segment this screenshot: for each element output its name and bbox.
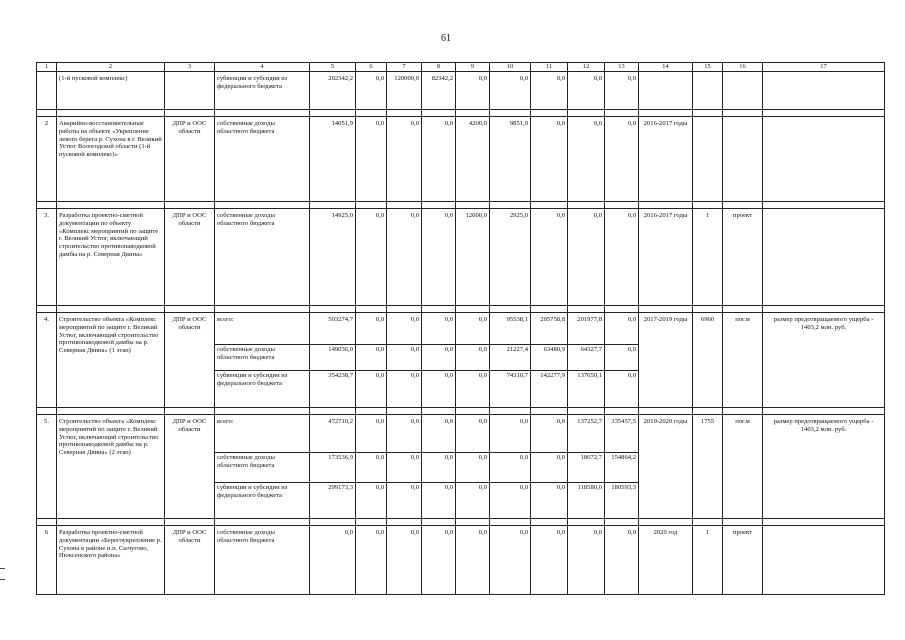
item-executor <box>165 71 215 109</box>
separator-cell <box>531 305 568 312</box>
funding-value: 142277,9 <box>531 370 568 407</box>
column-header: 8 <box>422 63 456 72</box>
margin-mark <box>0 568 5 569</box>
funding-value: 0,0 <box>422 208 456 305</box>
funding-value: 0,0 <box>568 525 605 594</box>
separator-cell <box>490 407 531 414</box>
item-executor: ДПР и ООС области <box>165 525 215 594</box>
funding-value: 0,0 <box>568 208 605 305</box>
table-row <box>37 208 885 305</box>
item-period: 2016-2017 годы <box>639 116 693 201</box>
row-separator <box>37 201 885 208</box>
funding-value: 12000,0 <box>456 208 490 305</box>
separator-cell <box>456 407 490 414</box>
funding-value: 180593,3 <box>605 482 639 518</box>
funding-value: 0,0 <box>356 116 387 201</box>
funding-source: всего: <box>215 414 310 452</box>
funding-value: 0,0 <box>422 344 456 370</box>
column-header: 4 <box>215 63 310 72</box>
item-volume: 1 <box>693 525 723 594</box>
funding-value: 0,0 <box>456 312 490 344</box>
separator-cell <box>763 407 885 414</box>
funding-source: субвенции и субсидии из федерального бюджета <box>215 482 310 518</box>
projects-table <box>36 62 885 595</box>
separator-cell <box>422 109 456 116</box>
funding-value: 0,0 <box>568 116 605 201</box>
separator-cell <box>57 201 165 208</box>
separator-cell <box>422 305 456 312</box>
separator-cell <box>693 407 723 414</box>
separator-cell <box>387 305 422 312</box>
funding-value: 0,0 <box>422 525 456 594</box>
column-header: 16 <box>723 63 763 72</box>
funding-value: 14925,0 <box>310 208 356 305</box>
separator-cell <box>356 109 387 116</box>
separator-cell <box>310 518 356 525</box>
funding-value: 0,0 <box>387 344 422 370</box>
funding-value: 4200,0 <box>456 116 490 201</box>
funding-value: 0,0 <box>356 312 387 344</box>
item-unit: пог.м <box>723 312 763 407</box>
separator-cell <box>57 305 165 312</box>
funding-value: 0,0 <box>605 344 639 370</box>
funding-value: 14051,9 <box>310 116 356 201</box>
item-name: Аварийно-восстановительные работы на объекте «Укрепление левого берега р. Сухона в г. Великий Устюг Вологодской области (1-й пусковой комплекс)» <box>57 116 165 201</box>
item-name: (1-й пусковой комплекс) <box>57 71 165 109</box>
item-volume: 1755 <box>693 414 723 518</box>
column-header: 17 <box>763 63 885 72</box>
funding-value: 9851,9 <box>490 116 531 201</box>
separator-cell <box>639 109 693 116</box>
column-header: 11 <box>531 63 568 72</box>
separator-cell <box>531 407 568 414</box>
funding-value: 21227,4 <box>490 344 531 370</box>
item-unit: проект <box>723 525 763 594</box>
separator-cell <box>57 518 165 525</box>
separator-cell <box>723 201 763 208</box>
separator-cell <box>37 109 57 116</box>
funding-value: 0,0 <box>387 370 422 407</box>
separator-cell <box>165 305 215 312</box>
table-row <box>37 414 885 452</box>
separator-cell <box>165 109 215 116</box>
funding-value: 118580,0 <box>568 482 605 518</box>
item-number: 2 <box>37 116 57 201</box>
funding-value: 0,0 <box>422 370 456 407</box>
column-header: 7 <box>387 63 422 72</box>
item-effect <box>763 116 885 201</box>
row-separator <box>37 305 885 312</box>
separator-cell <box>310 407 356 414</box>
funding-value: 472710,2 <box>310 414 356 452</box>
separator-cell <box>490 518 531 525</box>
funding-value: 0,0 <box>531 452 568 482</box>
separator-cell <box>37 518 57 525</box>
funding-value: 74310,7 <box>490 370 531 407</box>
table-row <box>37 525 885 594</box>
funding-value: 0,0 <box>422 116 456 201</box>
item-name: Строительство объекта «Комплекс мероприятий по защите г. Великий Устюг, включающий строительство противопаводковой дамбы на р. Северная Двина» (1 этап) <box>57 312 165 407</box>
separator-cell <box>723 109 763 116</box>
separator-cell <box>605 407 639 414</box>
item-effect <box>763 208 885 305</box>
funding-value: 149036,0 <box>310 344 356 370</box>
item-effect: размер предотвращаемого ущерба - 1403,2 млн. руб. <box>763 414 885 518</box>
funding-value: 201977,8 <box>568 312 605 344</box>
separator-cell <box>639 518 693 525</box>
funding-value: 0,0 <box>605 71 639 109</box>
funding-value: 0,0 <box>456 414 490 452</box>
separator-cell <box>165 407 215 414</box>
item-number: 4. <box>37 312 57 407</box>
separator-cell <box>387 201 422 208</box>
separator-cell <box>531 201 568 208</box>
funding-value: 354238,7 <box>310 370 356 407</box>
separator-cell <box>605 201 639 208</box>
funding-value: 18672,7 <box>568 452 605 482</box>
table-row <box>37 116 885 201</box>
row-separator <box>37 518 885 525</box>
funding-value: 0,0 <box>356 71 387 109</box>
separator-cell <box>387 407 422 414</box>
separator-cell <box>605 518 639 525</box>
funding-value: 0,0 <box>356 208 387 305</box>
funding-value: 0,0 <box>387 452 422 482</box>
funding-value: 0,0 <box>356 370 387 407</box>
funding-source: субвенции и субсидии из федерального бюджета <box>215 370 310 407</box>
separator-cell <box>531 109 568 116</box>
funding-value: 0,0 <box>531 71 568 109</box>
separator-cell <box>356 305 387 312</box>
item-volume: 6960 <box>693 312 723 407</box>
column-header: 9 <box>456 63 490 72</box>
funding-value: 0,0 <box>387 116 422 201</box>
item-name: Разработка проектно-сметной документации по объекту «Комплекс мероприятий по защите г. Великий Устюг, включающий строительство противопаводковой дамбы на р. Северная Двина» <box>57 208 165 305</box>
separator-cell <box>165 201 215 208</box>
separator-cell <box>723 407 763 414</box>
funding-value: 0,0 <box>605 312 639 344</box>
funding-value: 2925,0 <box>490 208 531 305</box>
funding-value: 0,0 <box>356 452 387 482</box>
separator-cell <box>490 201 531 208</box>
separator-cell <box>57 407 165 414</box>
item-volume <box>693 116 723 201</box>
margin-mark <box>0 579 5 580</box>
funding-value: 0,0 <box>605 370 639 407</box>
funding-value: 0,0 <box>456 71 490 109</box>
separator-cell <box>723 305 763 312</box>
separator-cell <box>310 109 356 116</box>
funding-value: 0,0 <box>422 414 456 452</box>
column-header: 13 <box>605 63 639 72</box>
funding-value: 173536,9 <box>310 452 356 482</box>
item-volume <box>693 71 723 109</box>
funding-value: 299173,3 <box>310 482 356 518</box>
funding-value: 0,0 <box>531 208 568 305</box>
column-header: 10 <box>490 63 531 72</box>
item-number: 5. <box>37 414 57 518</box>
column-header: 6 <box>356 63 387 72</box>
funding-value: 0,0 <box>490 525 531 594</box>
column-header: 12 <box>568 63 605 72</box>
separator-cell <box>422 407 456 414</box>
funding-source: субвенции и субсидии из федерального бюджета <box>215 71 310 109</box>
funding-value: 503274,7 <box>310 312 356 344</box>
funding-value: 0,0 <box>531 414 568 452</box>
page-number: 61 <box>441 33 451 44</box>
separator-cell <box>639 305 693 312</box>
item-executor: ДПР и ООС области <box>165 414 215 518</box>
table-body <box>37 71 885 594</box>
item-volume: 1 <box>693 208 723 305</box>
funding-value: 205758,8 <box>531 312 568 344</box>
item-effect: размер предотвращаемого ущерба - 1403,2 млн. руб. <box>763 312 885 407</box>
funding-value: 0,0 <box>456 344 490 370</box>
separator-cell <box>57 109 165 116</box>
separator-cell <box>356 201 387 208</box>
item-executor: ДПР и ООС области <box>165 116 215 201</box>
funding-value: 0,0 <box>605 208 639 305</box>
funding-value: 335457,5 <box>605 414 639 452</box>
separator-cell <box>763 518 885 525</box>
item-name: Разработка проектно-сметной документации «Берегоукрепление р. Сухона в районе н.п. Сычугово, Нюксенского района» <box>57 525 165 594</box>
separator-cell <box>387 109 422 116</box>
row-separator <box>37 109 885 116</box>
funding-value: 0,0 <box>531 525 568 594</box>
separator-cell <box>215 201 310 208</box>
separator-cell <box>165 518 215 525</box>
funding-source: всего: <box>215 312 310 344</box>
separator-cell <box>387 518 422 525</box>
funding-value: 0,0 <box>422 482 456 518</box>
separator-cell <box>215 305 310 312</box>
separator-cell <box>605 305 639 312</box>
separator-cell <box>763 109 885 116</box>
funding-value: 0,0 <box>387 482 422 518</box>
funding-value: 0,0 <box>456 525 490 594</box>
funding-value: 0,0 <box>356 482 387 518</box>
table-row <box>37 71 885 109</box>
item-period <box>639 71 693 109</box>
funding-source: собственные доходы областного бюджета <box>215 344 310 370</box>
separator-cell <box>456 109 490 116</box>
separator-cell <box>215 407 310 414</box>
funding-source: собственные доходы областного бюджета <box>215 116 310 201</box>
separator-cell <box>605 109 639 116</box>
item-unit <box>723 116 763 201</box>
item-effect <box>763 525 885 594</box>
separator-cell <box>215 518 310 525</box>
table-row <box>37 312 885 344</box>
item-number <box>37 71 57 109</box>
funding-value: 0,0 <box>456 452 490 482</box>
funding-value: 0,0 <box>310 525 356 594</box>
separator-cell <box>456 305 490 312</box>
separator-cell <box>215 109 310 116</box>
item-unit <box>723 71 763 109</box>
funding-value: 0,0 <box>356 525 387 594</box>
separator-cell <box>490 109 531 116</box>
separator-cell <box>422 201 456 208</box>
item-name: Строительство объекта «Комплекс мероприятий по защите г. Великий Устюг, включающий строительство противопаводковой дамбы на р. Северная Двина» (2 этап) <box>57 414 165 518</box>
funding-source: собственные доходы областного бюджета <box>215 525 310 594</box>
separator-cell <box>356 518 387 525</box>
separator-cell <box>356 407 387 414</box>
item-period: 2016-2017 годы <box>639 208 693 305</box>
row-separator <box>37 407 885 414</box>
separator-cell <box>568 201 605 208</box>
funding-value: 63480,9 <box>531 344 568 370</box>
item-executor: ДПР и ООС области <box>165 312 215 407</box>
funding-value: 154864,2 <box>605 452 639 482</box>
separator-cell <box>723 518 763 525</box>
separator-cell <box>639 201 693 208</box>
separator-cell <box>310 305 356 312</box>
separator-cell <box>568 305 605 312</box>
funding-value: 137650,1 <box>568 370 605 407</box>
separator-cell <box>693 305 723 312</box>
item-executor: ДПР и ООС области <box>165 208 215 305</box>
column-header: 3 <box>165 63 215 72</box>
separator-cell <box>568 109 605 116</box>
funding-value: 0,0 <box>387 312 422 344</box>
separator-cell <box>693 201 723 208</box>
item-effect <box>763 71 885 109</box>
separator-cell <box>37 305 57 312</box>
funding-value: 0,0 <box>531 116 568 201</box>
funding-value: 64327,7 <box>568 344 605 370</box>
funding-value: 0,0 <box>531 482 568 518</box>
funding-value: 0,0 <box>387 208 422 305</box>
column-header: 15 <box>693 63 723 72</box>
funding-value: 0,0 <box>490 482 531 518</box>
separator-cell <box>639 407 693 414</box>
column-header: 5 <box>310 63 356 72</box>
item-period: 2019-2020 годы <box>639 414 693 518</box>
funding-value: 0,0 <box>490 452 531 482</box>
item-unit: пог.м <box>723 414 763 518</box>
separator-cell <box>310 201 356 208</box>
item-unit: проект <box>723 208 763 305</box>
separator-cell <box>763 201 885 208</box>
separator-cell <box>37 407 57 414</box>
separator-cell <box>531 518 568 525</box>
column-header: 1 <box>37 63 57 72</box>
column-header: 2 <box>57 63 165 72</box>
column-header: 14 <box>639 63 693 72</box>
funding-value: 0,0 <box>387 525 422 594</box>
separator-cell <box>693 518 723 525</box>
funding-value: 0,0 <box>356 344 387 370</box>
separator-cell <box>37 201 57 208</box>
item-period: 2017-2019 годы <box>639 312 693 407</box>
separator-cell <box>763 305 885 312</box>
separator-cell <box>456 518 490 525</box>
separator-cell <box>490 305 531 312</box>
funding-value: 0,0 <box>605 116 639 201</box>
separator-cell <box>568 518 605 525</box>
funding-value: 0,0 <box>490 414 531 452</box>
funding-value: 0,0 <box>456 370 490 407</box>
funding-source: собственные доходы областного бюджета <box>215 452 310 482</box>
separator-cell <box>568 407 605 414</box>
funding-value: 0,0 <box>568 71 605 109</box>
funding-value: 120000,0 <box>387 71 422 109</box>
item-period: 2020 год <box>639 525 693 594</box>
header-row <box>37 63 885 72</box>
funding-source: собственные доходы областного бюджета <box>215 208 310 305</box>
funding-value: 0,0 <box>605 525 639 594</box>
separator-cell <box>693 109 723 116</box>
funding-value: 137252,7 <box>568 414 605 452</box>
separator-cell <box>456 201 490 208</box>
funding-value: 202342,2 <box>310 71 356 109</box>
item-number: 3. <box>37 208 57 305</box>
funding-value: 0,0 <box>422 452 456 482</box>
funding-value: 0,0 <box>422 312 456 344</box>
funding-value: 0,0 <box>387 414 422 452</box>
funding-value: 0,0 <box>490 71 531 109</box>
funding-value: 95538,1 <box>490 312 531 344</box>
item-number: 6 <box>37 525 57 594</box>
funding-value: 82342,2 <box>422 71 456 109</box>
funding-value: 0,0 <box>456 482 490 518</box>
separator-cell <box>422 518 456 525</box>
funding-value: 0,0 <box>356 414 387 452</box>
